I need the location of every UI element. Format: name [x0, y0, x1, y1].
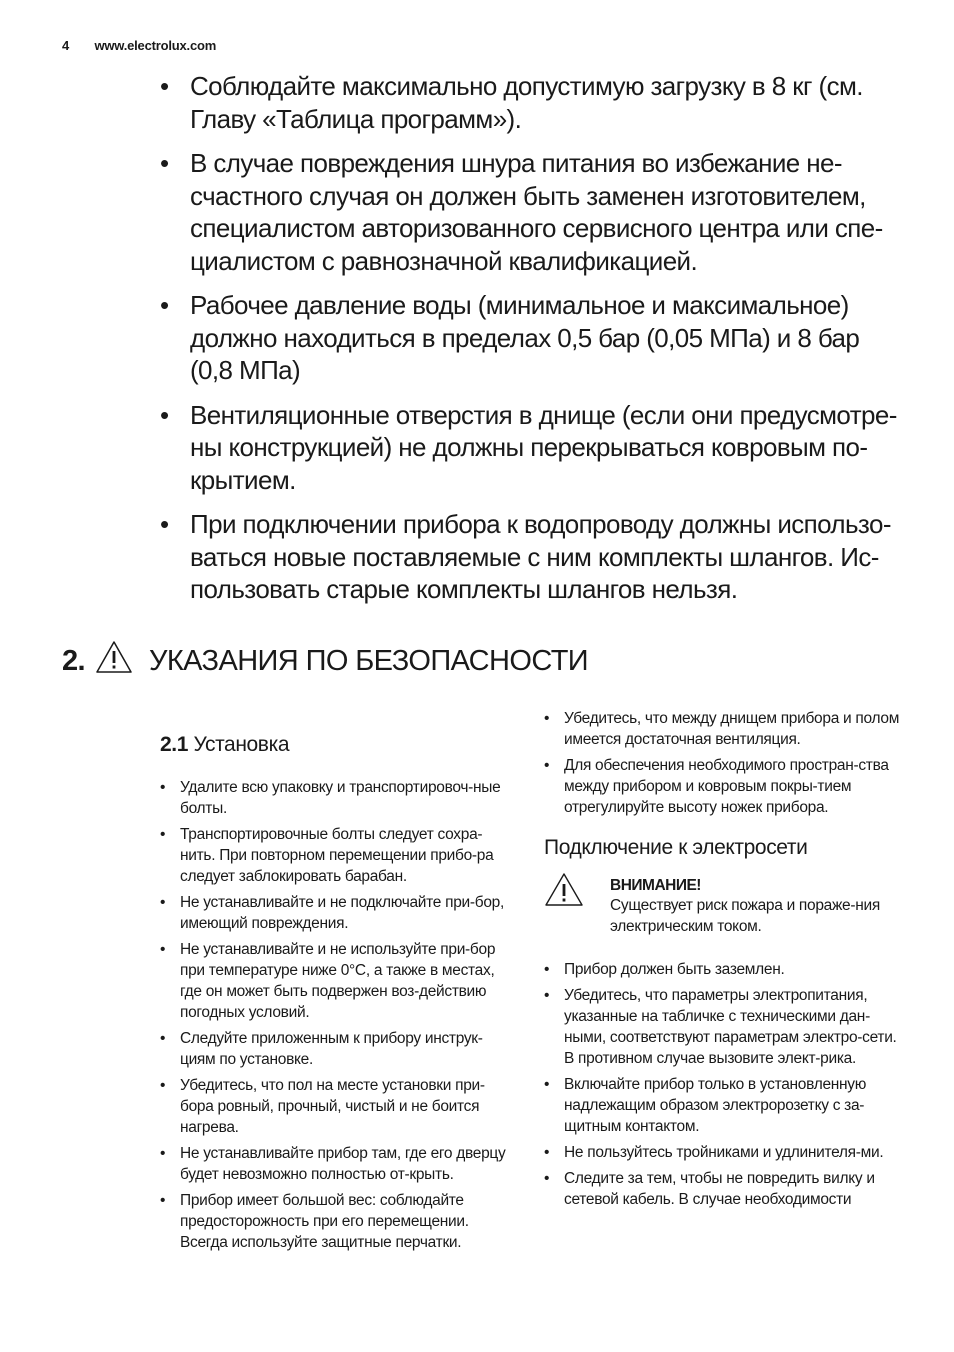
list-item: • Соблюдайте максимально допустимую загрузку в 8 кг (см. Главу «Таблица программ»).	[160, 70, 900, 135]
list-item: • Убедитесь, что параметры электропитания, указанные на табличке с техническими дан-ными, соответствуют параметрам электро-сети. В противном случае вызовите элект-рика.	[544, 985, 900, 1069]
site-url: www.electrolux.com	[94, 38, 217, 53]
list-item: • Рабочее давление воды (минимальное и максимальное) должно находиться в пределах 0,5 бар (0,05 МПа) и 8 бар (0,8 МПа)	[160, 289, 900, 387]
list-item: • Прибор имеет большой вес: соблюдайте предосторожность при его перемещении. Всегда используйте защитные перчатки.	[160, 1190, 512, 1253]
electrical-heading: Подключение к электросети	[544, 836, 808, 859]
subsection-number: 2.1	[160, 733, 188, 756]
page-number: 4	[62, 38, 70, 53]
list-item: • Не устанавливайте и не подключайте при-бор, имеющий повреждения.	[160, 892, 512, 934]
section-heading	[62, 640, 588, 682]
left-column	[160, 733, 512, 1258]
subsection-title: Установка	[193, 733, 290, 756]
list-item: • Убедитесь, что между днищем прибора и полом имеется достаточная вентиляция.	[544, 708, 900, 750]
list-item: • Убедитесь, что пол на месте установки при-бора ровный, прочный, чистый и не боится нагрева.	[160, 1075, 512, 1138]
list-item: • Следуйте приложенным к прибору инструк-циям по установке.	[160, 1028, 512, 1070]
list-item: • При подключении прибора к водопроводу должны использо-ваться новые поставляемые с ним комплекты шлангов. Ис-пользовать старые комплекты шлангов нельзя.	[160, 508, 900, 606]
electrical-list	[544, 959, 900, 1210]
list-item: • Транспортировочные болты следует сохра-нить. При повторном перемещении прибо-ра следует заблокировать барабан.	[160, 824, 512, 887]
list-item: • Не устанавливайте и не используйте при-бор при температуре ниже 0°C, а также в местах, где он может быть подвержен воз-действию погодных условий.	[160, 939, 512, 1023]
section-title: УКАЗАНИЯ ПО БЕЗОПАСНОСТИ	[149, 644, 589, 677]
warning-text: Существует риск пожара и пораже-ния электрическим током.	[610, 897, 880, 935]
subsection-heading	[160, 733, 512, 757]
list-item: • Удалите всю упаковку и транспортировоч-ные болты.	[160, 777, 512, 819]
list-item: • Не пользуйтесь тройниками и удлинителя-ми.	[544, 1142, 900, 1163]
list-item: • Для обеспечения необходимого простран-ства между прибором и ковровым покры-тием отрегулируйте высоту ножек прибора.	[544, 755, 900, 818]
list-item: • Вентиляционные отверстия в днище (если они предусмотре-ны конструкцией) не должны перекрываться ковровым по-крытием.	[160, 399, 900, 497]
list-item: • Не устанавливайте прибор там, где его дверцу будет невозможно полностью от-крыть.	[160, 1143, 512, 1185]
warning-title: ВНИМАНИЕ!	[610, 877, 701, 894]
list-item: • В случае повреждения шнура питания во избежание не-счастного случая он должен быть заменен изготовителем, специалистом авторизованного сервисного центра или спе-циалистом с равнозначной квалификацией.	[160, 147, 900, 277]
warning-box	[544, 876, 900, 937]
warning-triangle-icon	[95, 640, 133, 682]
section-number: 2.	[62, 644, 85, 677]
top-bullet-list	[160, 70, 900, 618]
warning-triangle-icon	[544, 872, 584, 913]
installation-list-continued	[544, 708, 900, 818]
list-item: • Включайте прибор только в установленную надлежащим образом электророзетку с за-щитным контактом.	[544, 1074, 900, 1137]
right-column	[544, 708, 900, 1215]
warning-content	[610, 876, 900, 937]
page-header	[62, 38, 216, 53]
list-item: • Прибор должен быть заземлен.	[544, 959, 900, 980]
installation-list	[160, 777, 512, 1253]
list-item: • Следите за тем, чтобы не повредить вилку и сетевой кабель. В случае необходимости	[544, 1168, 900, 1210]
